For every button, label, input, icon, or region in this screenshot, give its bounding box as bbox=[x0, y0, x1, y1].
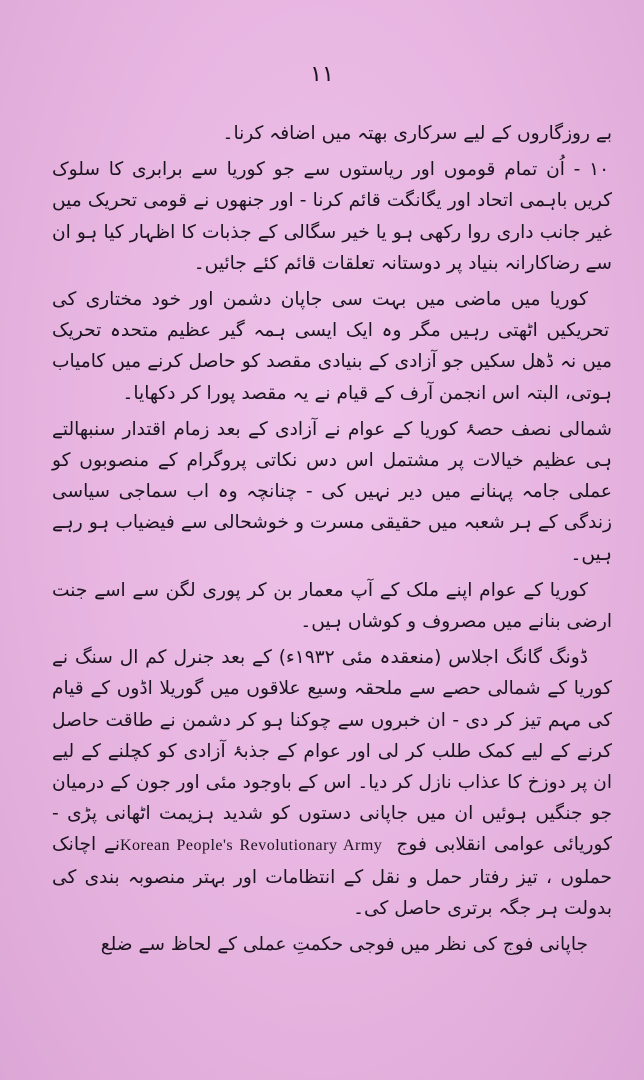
text-line: سنبھالتے ہی عظیم خیالات پر مشتمل اس دس نکاتی پروگرام کے bbox=[52, 418, 612, 472]
page-text bbox=[52, 118, 612, 965]
text-line: کیا ہو ان سے رضاکارانہ بنیاد پر دوستانہ تعلقات قائم کئے جائیں۔ bbox=[52, 221, 612, 274]
text-line: کوریا کے عوام اپنے ملک کے آپ معمار بن کر پوری لگن سے اسے bbox=[87, 579, 588, 601]
text-line: سنگ نے کوریا کے شمالی حصے سے ملحقہ وسیع علاقوں میں گوریلا bbox=[52, 647, 613, 700]
text-line: اب سماجی سیاسی زندگی کے ہر شعبہ میں حقیقی مسرت و خوشحالی bbox=[52, 481, 612, 534]
text-line: شمالی نصف حصۂ کوریا کے عوام نے آزادی کے بعد زمام اقتدار bbox=[115, 418, 612, 440]
text-line: اڈوں کے قیام کی مہم تیز کر دی - ان خبروں سے چوکنا ہو کر bbox=[52, 678, 612, 731]
text-line: دشمن نے طاقت حاصل کرنے کے لیے کمک طلب کر لی اور عوام کے bbox=[52, 709, 612, 762]
text-line: بندی کی بدولت ہر جگہ برتری حاصل کی۔ bbox=[52, 866, 612, 919]
text-line: نے bbox=[96, 834, 120, 856]
text-line: اچانک حملوں ، تیز رفتار حمل و نقل کے انتظامات اور بہتر منصوبہ bbox=[52, 834, 612, 888]
paragraph-5 bbox=[52, 575, 612, 637]
text-line: ڈونگ گانگ اجلاس (منعقدہ مئی ۱۹۳۲ء) کے بعد جنرل کم ال bbox=[112, 647, 588, 669]
text-line: بے روزگاروں کے لیے سرکاری بھتہ میں اضافہ کرنا۔ bbox=[222, 123, 612, 144]
page-number: ۱۱ bbox=[310, 62, 334, 87]
paragraph-2 bbox=[52, 154, 612, 279]
text-line: کی تحریکیں اٹھتی رہیں مگر وہ ایک ایسی ہمہ گیر عظیم متحدہ تحریک bbox=[52, 289, 610, 342]
text-line: منصوبوں کو عملی جامہ پہنانے میں دیر نہیں کی - چنانچہ وہ bbox=[52, 450, 612, 503]
paragraph-1 bbox=[52, 118, 612, 149]
text-line: دکھایا۔ bbox=[122, 382, 176, 404]
paragraph-4 bbox=[52, 414, 612, 570]
text-line: کوریا میں ماضی میں بہت سی جاپان دشمن اور خود مختاری bbox=[76, 289, 588, 311]
text-line: جنت ارضی بنانے میں مصروف و کوشاں ہیں۔ bbox=[52, 579, 612, 633]
text-line: میں نہ ڈھل سکیں جو آزادی کے بنیادی مقصد کو حاصل کرنے میں bbox=[105, 351, 612, 373]
paragraph-3 bbox=[52, 284, 612, 409]
text-line: اس کے باوجود مئی اور جون کے درمیان جو جنگیں ہوئیں ان میں bbox=[52, 772, 613, 825]
text-line: سے فیضیاب ہو رہے ہیں۔ bbox=[52, 512, 612, 565]
text-line: ۱۰ - اُن تمام قوموں اور ریاستوں سے جو کوریا سے برابری کا سلوک bbox=[52, 159, 610, 181]
text-line: جاپانی دستوں کو شدید ہزیمت اٹھانی پڑی - کوریائی عوامی bbox=[52, 803, 612, 856]
text-line: میں غیر جانب داری روا رکھی ہو یا خیر سگالی کے جذبات کا اظہار bbox=[52, 190, 612, 243]
paragraph-8 bbox=[52, 929, 612, 960]
paragraph-6 bbox=[52, 642, 612, 924]
text-line: کریں باہمی اتحاد اور یگانگت قائم کرنا - اور جنھوں نے قومی تحریک bbox=[81, 190, 612, 212]
text-line: جذبۂ آزادی کو کچلنے کے لیے ان پر دوزخ کا عذاب نازل کر دیا۔ bbox=[52, 740, 613, 794]
text-line: انقلابی فوج bbox=[388, 834, 487, 856]
english-term: Korean People's Revolutionary Army bbox=[120, 837, 389, 855]
text-line: کامیاب ہوتی، البتہ اس انجمن آرف کے قیام نے یہ مقصد پورا کر bbox=[52, 351, 612, 404]
text-line: جاپانی فوج کی نظر میں فوجی حکمتِ عملی کے لحاظ سے ضلع bbox=[100, 934, 588, 956]
